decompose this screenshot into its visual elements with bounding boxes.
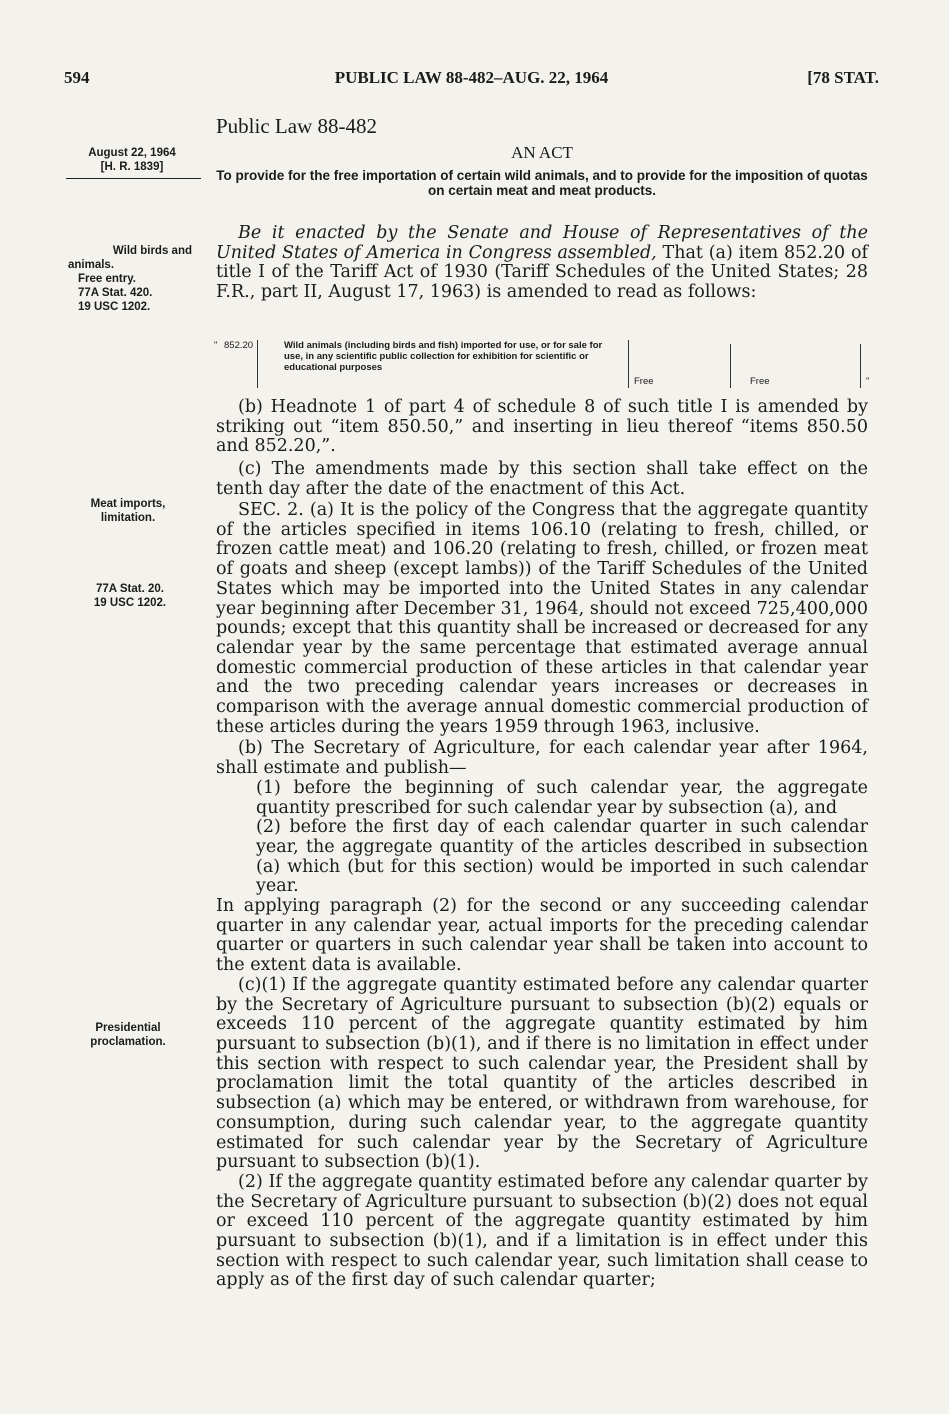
- column-rule: [730, 344, 731, 388]
- enacting-rest: That (a) item 852.20 of title I of the Tariff Act of 1930 (Tariff Schedules of the United States; 28 F.R., part II, August 17, 1963) is amended to read as follows:: [216, 242, 868, 303]
- margin-line: 77A Stat. 20.: [96, 583, 164, 595]
- description-text: Wild animals (including birds and fish) imported for use, or for sale for use, in any scientific public collection for exhibition for scientific or educational purposes: [284, 340, 603, 373]
- close-quote: ": [866, 376, 870, 387]
- enacting-clause: [216, 224, 868, 303]
- section-2-b-2: (2) before the first day of each calendar quarter in such calendar year, the aggregate quantity of the articles described in subsection (a) which (but for this section) would be imported in such calendar year.: [256, 817, 868, 897]
- page-number: 594: [64, 68, 90, 87]
- tariff-rate-column-2: Free: [750, 376, 770, 387]
- margin-line: limitation.: [100, 512, 156, 524]
- margin-line: 77A Stat. 420.: [78, 287, 153, 299]
- act-purpose: To provide for the free importation of certain wild animals, and to provide for the imposition of quotas on certain meat and meat products.: [216, 168, 868, 198]
- section-2-b-1: (1) before the beginning of such calendar year, the aggregate quantity prescribed for such calendar year by subsection (a), and: [256, 777, 868, 818]
- section-2-b: (b) The Secretary of Agriculture, for each calendar year after 1964, shall estimate and publish—: [216, 738, 868, 779]
- enacting-italic: Be it enacted by the Senate and House of Representatives of the United States of America in Congress assembled,: [216, 223, 868, 263]
- paragraph-c: (c) The amendments made by this section shall take effect on the tenth day after the date of the enactment of this Act.: [216, 459, 868, 499]
- section-2-applying: In applying paragraph (2) for the second or any succeeding calendar quarter in any calendar year, actual imports for the preceding calendar quarter or quarters in such calendar year shall be taken into account to the extent data is available.: [216, 896, 868, 976]
- margin-line: animals.: [68, 259, 115, 271]
- margin-line: proclamation.: [90, 1036, 166, 1048]
- open-quote: ": [214, 340, 218, 351]
- law-title: Public Law 88-482: [216, 114, 377, 138]
- margin-line: 19 USC 1202.: [93, 597, 167, 609]
- margin-line: Presidential: [95, 1022, 161, 1034]
- margin-line: Free entry.: [78, 273, 136, 285]
- section-1-paragraphs: [216, 398, 868, 500]
- bill-number: [H. R. 1839]: [100, 161, 164, 173]
- tariff-item-number: 852.20: [224, 340, 258, 388]
- margin-line: Meat imports,: [90, 498, 166, 510]
- tariff-rate-column-1: Free: [634, 376, 654, 387]
- paragraph-b: (b) Headnote 1 of part 4 of schedule 8 of such title I is amended by striking out “item 850.50,” and inserting in lieu thereof “items 850.50 and 852.20,”.: [216, 397, 868, 457]
- margin-note-meat-imports: [66, 497, 190, 525]
- statute-volume: [78 STAT.: [807, 68, 879, 87]
- running-head: [64, 68, 879, 92]
- an-act-heading: AN ACT: [511, 143, 573, 162]
- enactment-date: August 22, 1964: [88, 147, 176, 159]
- margin-line: Wild birds and: [112, 245, 192, 257]
- margin-line: 19 USC 1202.: [78, 301, 151, 313]
- tariff-item-table: [214, 338, 874, 390]
- margin-note-date: [62, 146, 202, 179]
- margin-rule: [66, 178, 201, 179]
- tariff-item-description: [278, 340, 629, 388]
- section-2-c-1: (c)(1) If the aggregate quantity estimated before any calendar quarter by the Secretary of Agriculture pursuant to subsection (b)(2) equals or exceeds 110 percent of the aggregate quantity estimated by him pursuant to subsection (b)(1), and if there is no limitation in effect under this section with respect to such calendar year, the President shall by proclamation limit the total quantity of the articles described in subsection (a) which may be entered, or withdrawn from warehouse, for consumption, during such calendar year, to the aggregate quantity estimated for such calendar year by the Secretary of Agriculture pursuant to subsection (b)(1).: [216, 974, 868, 1173]
- margin-note-presidential: [66, 1021, 190, 1049]
- section-2: [216, 501, 868, 1291]
- column-rule: [860, 344, 861, 388]
- margin-note-wild-animals: [68, 244, 192, 314]
- section-2-a: SEC. 2. (a) It is the policy of the Congress that the aggregate quantity of the articles specified in items 106.10 (relating to fresh, chilled, or frozen cattle meat) and 106.20 (relating to fresh, chilled, or frozen meat of goats and sheep (except lambs)) of the Tariff Schedules of the United States which may be imported into the United States in any calendar year beginning after December 31, 1964, should not exceed 725,400,000 pounds; except that this quantity shall be increased or decreased for any calendar year by the same percentage that estimated average annual domestic commercial production of these articles in that calendar year and the two preceding calendar years increases or decreases in comparison with the average annual domestic commercial production of these articles during the years 1959 through 1963, inclusive.: [216, 500, 868, 737]
- section-2-c-2: (2) If the aggregate quantity estimated before any calendar quarter by the Secretary of Agriculture pursuant to subsection (b)(2) does not equal or exceed 110 percent of the aggregate quantity estimated by him pursuant to subsection (b)(1), and if a limitation is in effect under this section with respect to such calendar year, such limitation shall cease to apply as of the first day of such calendar quarter;: [216, 1171, 868, 1291]
- running-title: PUBLIC LAW 88-482–AUG. 22, 1964: [334, 68, 609, 87]
- margin-note-statute: [68, 582, 192, 610]
